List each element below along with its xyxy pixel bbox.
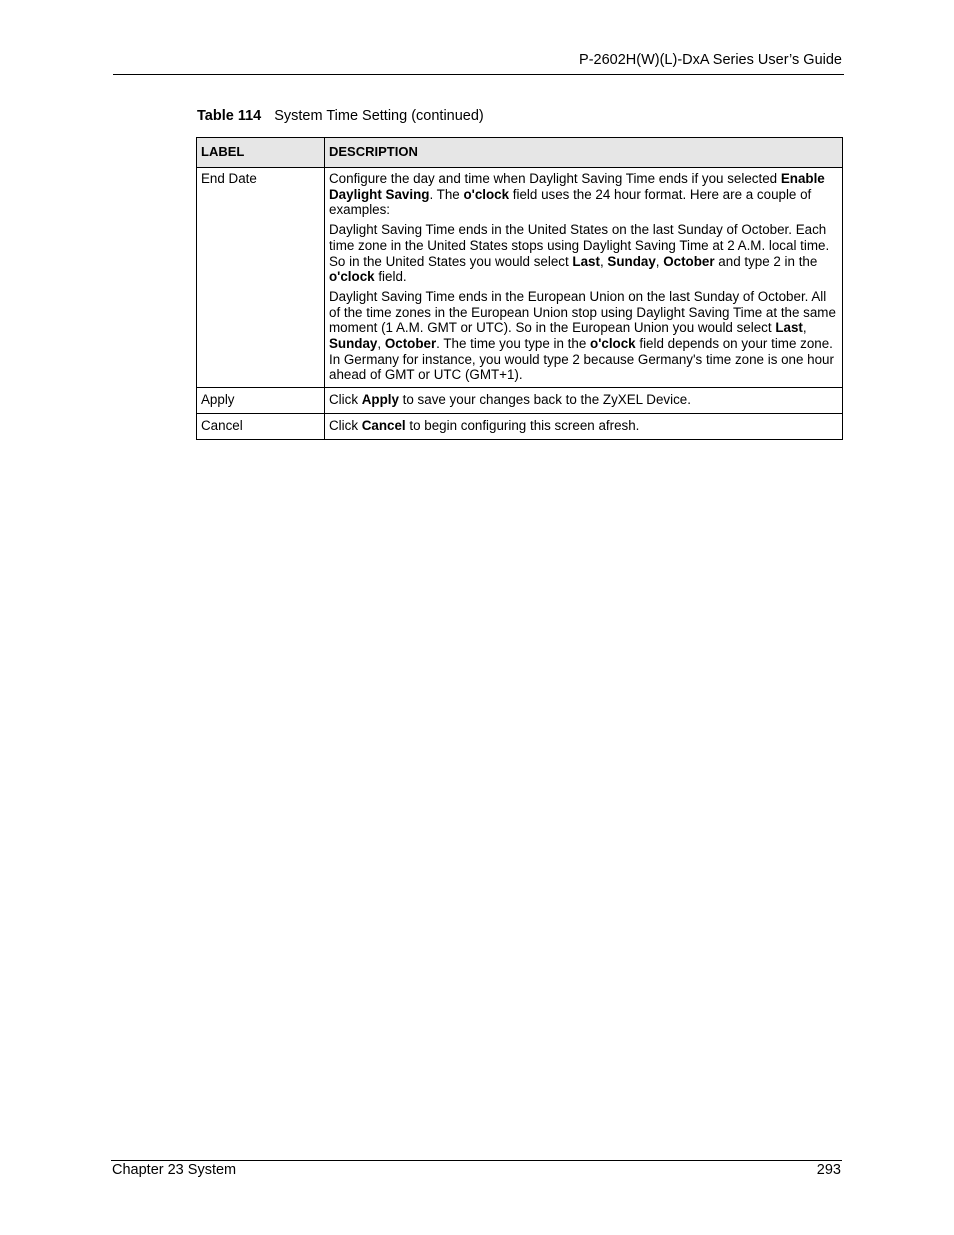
row-label: Cancel bbox=[197, 413, 325, 439]
text-run: Click bbox=[329, 417, 362, 433]
column-header-label: LABEL bbox=[197, 138, 325, 168]
bold-term: o'clock bbox=[329, 269, 375, 285]
table-row-end-date bbox=[197, 168, 843, 388]
description-paragraph bbox=[329, 289, 838, 383]
text-run: field. bbox=[374, 269, 407, 285]
bold-term: October bbox=[384, 336, 437, 352]
text-run: , bbox=[802, 320, 807, 336]
text-run: . The time you type in the bbox=[436, 336, 591, 352]
text-run: Configure the day and time when Daylight Saving Time ends if you selected bbox=[329, 171, 781, 186]
bold-term: Enable Daylight Saving bbox=[329, 171, 825, 202]
header-divider bbox=[113, 74, 844, 75]
text-run: , bbox=[655, 253, 664, 269]
text-run: to begin configuring this screen afresh. bbox=[405, 417, 640, 433]
row-description bbox=[325, 168, 843, 388]
text-run: Daylight Saving Time ends in the United States on the last Sunday of October. Each time zone in the United States stops using Daylight Saving Time at 2 A.M. local time. So in the United States you would select bbox=[329, 222, 830, 269]
guide-title: P-2602H(W)(L)-DxA Series User’s Guide bbox=[579, 52, 842, 68]
row-label: End Date bbox=[197, 168, 325, 388]
bold-term: o'clock bbox=[463, 186, 510, 202]
text-run: to save your changes back to the ZyXEL Device. bbox=[398, 392, 691, 408]
text-run: , bbox=[599, 253, 608, 269]
bold-term: o'clock bbox=[590, 336, 636, 352]
text-run: and type 2 in the bbox=[714, 253, 818, 269]
bold-term: Sunday bbox=[329, 336, 378, 352]
chapter-title: Chapter 23 System bbox=[112, 1162, 237, 1178]
system-time-setting-table bbox=[196, 137, 843, 440]
page-number: 293 bbox=[816, 1162, 841, 1178]
bold-term: October bbox=[663, 253, 715, 269]
table-row-cancel bbox=[197, 413, 843, 439]
bold-term: Cancel bbox=[361, 417, 406, 433]
row-description bbox=[325, 413, 843, 439]
table-number: Table 114 bbox=[197, 108, 262, 124]
row-description bbox=[325, 388, 843, 414]
row-label: Apply bbox=[197, 388, 325, 414]
text-run: field depends on your time zone. In Germany for instance, you would type 2 because Germany's time zone is one hour ahead of GMT or UTC (GMT+1). bbox=[329, 336, 834, 383]
column-header-description: DESCRIPTION bbox=[325, 138, 843, 168]
text-run: . The bbox=[429, 186, 464, 202]
table-caption bbox=[197, 108, 484, 124]
text-run: Daylight Saving Time ends in the European Union on the last Sunday of October. All of the time zones in the European Union stop using Daylight Saving Time at the same moment (1 A.M. GMT or UTC). So in the European Union you would select bbox=[329, 288, 836, 336]
text-run: field uses the 24 hour format. Here are a couple of examples: bbox=[329, 186, 812, 218]
bold-term: Apply bbox=[361, 392, 399, 408]
table-header-row bbox=[197, 138, 843, 168]
table-title: System Time Setting (continued) bbox=[274, 108, 484, 124]
bold-term: Last bbox=[572, 253, 600, 269]
description-paragraph bbox=[329, 222, 838, 285]
footer-divider bbox=[111, 1160, 842, 1161]
table-row-apply bbox=[197, 388, 843, 414]
text-run: Click bbox=[329, 392, 362, 408]
bold-term: Sunday bbox=[607, 253, 656, 269]
bold-term: Last bbox=[775, 320, 803, 336]
text-run: , bbox=[377, 336, 385, 352]
description-paragraph bbox=[329, 171, 838, 218]
